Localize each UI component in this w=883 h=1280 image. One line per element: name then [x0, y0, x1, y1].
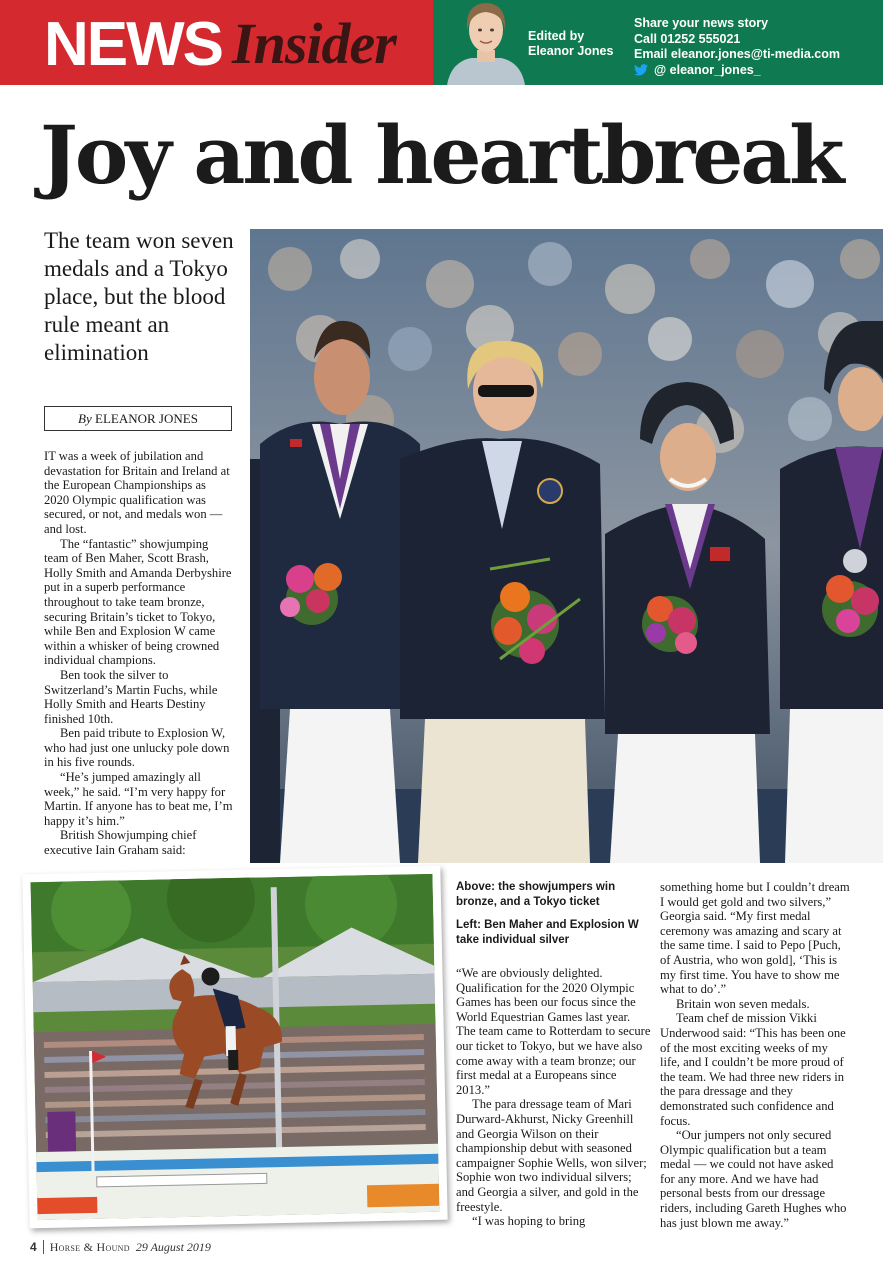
photo-captions — [456, 880, 651, 947]
standfirst: The team won seven medals and a Tokyo place, but the blood rule meant an elimination — [44, 228, 234, 365]
share-label: Share your news story — [634, 16, 769, 30]
paragraph: “He’s jumped amazingly all week,” he said. “I’m very happy for Martin. If anyone has to beat me, I’m happy it’s him.” — [44, 770, 233, 828]
masthead — [0, 0, 883, 85]
paragraph: Ben took the silver to Switzerland’s Martin Fuchs, while Holly Smith and Hearts Destiny finished 10th. — [44, 667, 218, 726]
twitter-row[interactable] — [634, 63, 840, 79]
twitter-handle: @ eleanor_jones_ — [654, 62, 761, 77]
byline-author: ELEANOR JONES — [95, 411, 198, 426]
paragraph: The para dressage team of Mari Durward-Akhurst, Nicky Greenhill and Georgia Wilson on their championship debut with seasoned campaigner Sophie Wells, won silver; Sophie won two individual silvers; and Georgia a silver, and gold in the freestyle. — [456, 1097, 647, 1214]
paragraph: The “fantastic” showjumping team of Ben Maher, Scott Brash, Holly Smith and Amanda Derbyshire put in a superb performance throughout to take team bronze, securing Britain’s ticket to Tokyo, while Ben and Explosion W came within a whisker of being crowned individual champions. — [44, 536, 232, 668]
photo-ben-maher-explosion-w — [31, 874, 440, 1220]
paragraph: “We are obviously delighted. Qualification for the 2020 Olympic Games has been our focus since the World Equestrian Games last year. The team came to Rotterdam to secure our ticket to Tokyo, but we have also come away with a team bronze; our first medal at a Europeans since 2013.” — [456, 966, 651, 1097]
paragraph: something home but I couldn’t dream I would get gold and two silvers,” Georgia said. “My first medal ceremony was amazing and scary at the same time. I said to Pepo [Puch, of Austria, who won gold], ‘This is my first time. You have to show me what to do’.” — [660, 880, 850, 997]
page-number: 4 — [30, 1240, 44, 1254]
twitter-icon — [634, 64, 648, 76]
paragraph: British Showjumping chief executive Iain Graham said: — [44, 828, 197, 858]
paragraph: IT was a week of jubilation and devastation for Britain and Ireland at the European Championships as 2020 Olympic qualification was secured, or not, and medals won — and lost. — [44, 449, 230, 536]
section-title-insider: Insider — [232, 11, 396, 76]
article-column-1 — [44, 449, 234, 858]
issue-date: 29 August 2019 — [135, 1240, 211, 1254]
editor-portrait — [443, 0, 529, 85]
article-column-3 — [660, 880, 850, 1230]
editor-name: Eleanor Jones — [528, 44, 614, 58]
paragraph: “Our jumpers not only secured Olympic qualification but a team medal — we could not have asked for any more. And we have had personal bests from our dressage riders, including Gareth Hughes who has just blown me away.” — [660, 1128, 847, 1230]
email-address[interactable]: Email eleanor.jones@ti-media.com — [634, 47, 841, 61]
paragraph: Ben paid tribute to Explosion W, who had just one unlucky pole down in his five rounds. — [44, 726, 230, 770]
page-footer — [30, 1240, 211, 1254]
byline-by: By — [78, 411, 92, 426]
contact-block — [634, 16, 840, 78]
photo-showjumping-team-bronze — [250, 229, 883, 863]
edited-by-label: Edited by — [528, 29, 585, 43]
article-column-2 — [456, 966, 651, 1229]
caption-above: Above: the showjumpers win bronze, and a Tokyo ticket — [456, 881, 616, 908]
byline — [44, 406, 232, 431]
headline: Joy and heartbreak — [40, 108, 842, 202]
caption-left: Left: Ben Maher and Explosion W take individual silver — [456, 919, 639, 946]
magazine-name: Horse & Hound — [49, 1240, 130, 1254]
photo-frame-inset — [22, 866, 447, 1229]
paragraph: Team chef de mission Vikki Underwood said: “This has been one of the most exciting weeks of my life, and I couldn’t be more proud of the team. We had three new riders in the para dressage and they demonstrated such confidence and focus. — [660, 1011, 846, 1128]
paragraph: Britain won seven medals. — [676, 996, 810, 1011]
paragraph: “I was hoping to bring — [472, 1214, 586, 1229]
phone-number[interactable]: Call 01252 555021 — [634, 31, 741, 46]
section-title-news: NEWS — [44, 10, 222, 79]
edited-by-block — [528, 29, 613, 59]
